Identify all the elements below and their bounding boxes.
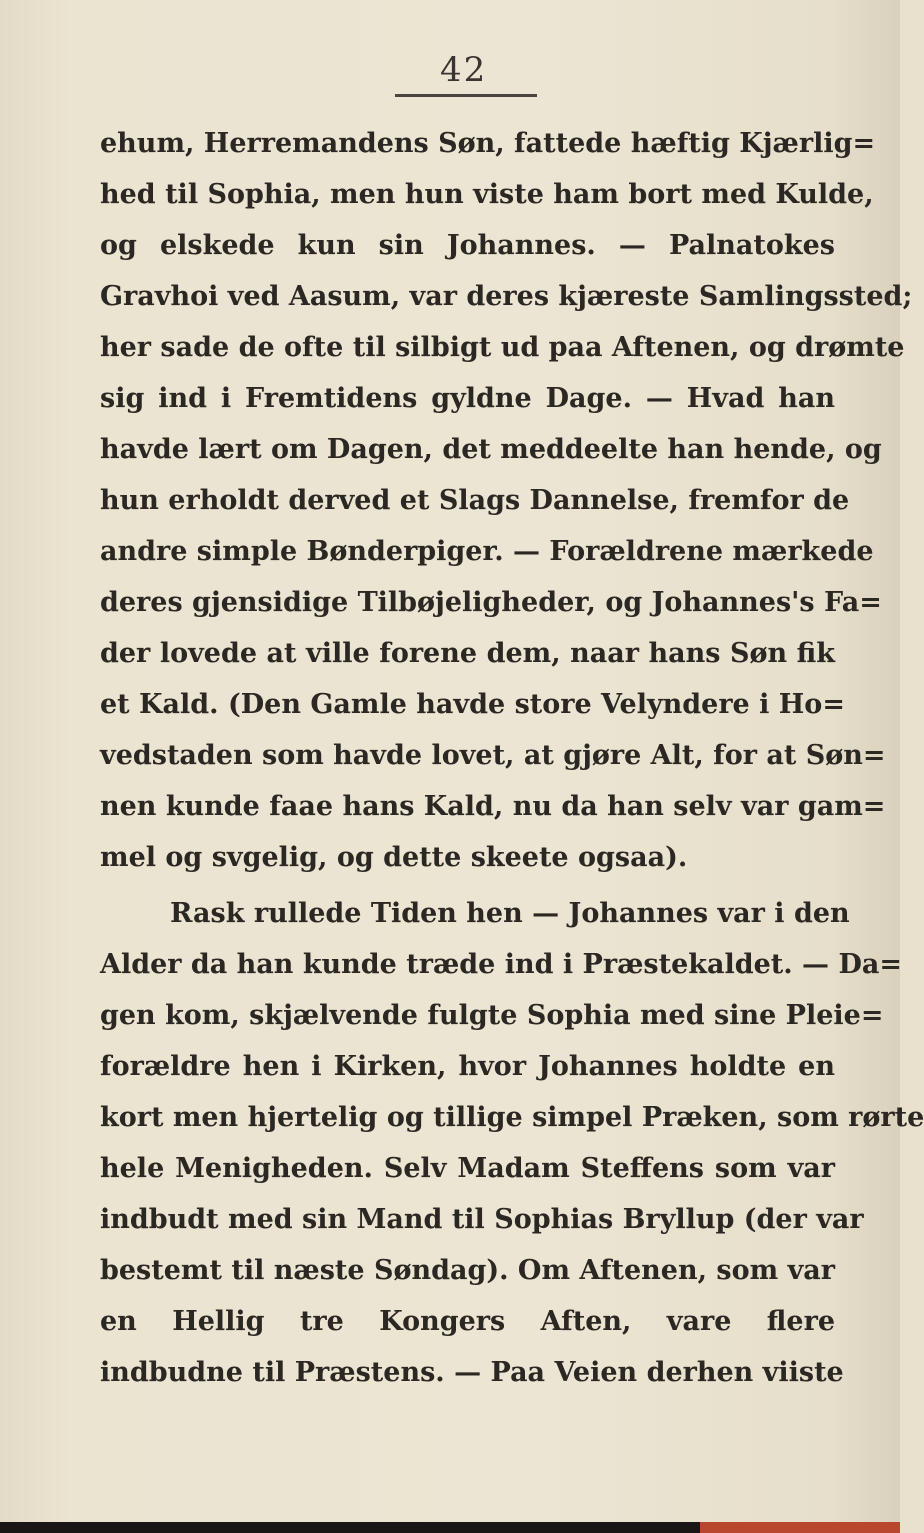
page-number: 42 — [440, 50, 488, 90]
text-line: hun erholdt derved et Slags Dannelse, fremfor de — [100, 485, 850, 516]
text-line: havde lært om Dagen, det meddeelte han hende, og — [100, 434, 882, 465]
text-line: ehum, Herremandens Søn, fattede hæftig Kjærlig= — [100, 128, 876, 159]
text-line: kort men hjertelig og tillige simpel Præken, som rørte — [100, 1102, 924, 1133]
text-line: sig ind i Fremtidens gyldne Dage. — Hvad han — [100, 383, 835, 414]
text-line: og elskede kun sin Johannes. — Palnatokes — [100, 230, 835, 261]
text-line: mel og svgelig, og dette skeete ogsaa). — [100, 842, 688, 873]
page-edge-accent — [700, 1522, 900, 1533]
text-line: forældre hen i Kirken, hvor Johannes holdte en — [100, 1051, 835, 1082]
text-line: Alder da han kunde træde ind i Præstekaldet. — Da= — [100, 949, 902, 980]
text-line: bestemt til næste Søndag). Om Aftenen, som var — [100, 1255, 835, 1286]
text-line: hed til Sophia, men hun viste ham bort med Kulde, — [100, 179, 874, 210]
header-rule — [395, 94, 537, 97]
text-line: andre simple Bønderpiger. — Forældrene mærkede — [100, 536, 874, 567]
text-line: Gravhoi ved Aasum, var deres kjæreste Samlingssted; — [100, 281, 913, 312]
text-line: her sade de ofte til silbigt ud paa Aftenen, og drømte — [100, 332, 905, 363]
text-line: indbudt med sin Mand til Sophias Bryllup (der var — [100, 1204, 864, 1235]
text-line: deres gjensidige Tilbøjeligheder, og Johannes's Fa= — [100, 587, 882, 618]
text-line: der lovede at ville forene dem, naar hans Søn fik — [100, 638, 835, 669]
text-line: indbudne til Præstens. — Paa Veien derhen viiste — [100, 1357, 844, 1388]
text-line: vedstaden som havde lovet, at gjøre Alt, for at Søn= — [100, 740, 886, 771]
text-line: gen kom, skjælvende fulgte Sophia med sine Pleie= — [100, 1000, 884, 1031]
text-line: hele Menigheden. Selv Madam Steffens som var — [100, 1153, 835, 1184]
text-line: en Hellig tre Kongers Aften, vare flere — [100, 1306, 835, 1337]
text-line: et Kald. (Den Gamle havde store Velyndere i Ho= — [100, 689, 845, 720]
text-line: Rask rullede Tiden hen — Johannes var i den — [170, 898, 850, 929]
text-line: nen kunde faae hans Kald, nu da han selv var gam= — [100, 791, 886, 822]
